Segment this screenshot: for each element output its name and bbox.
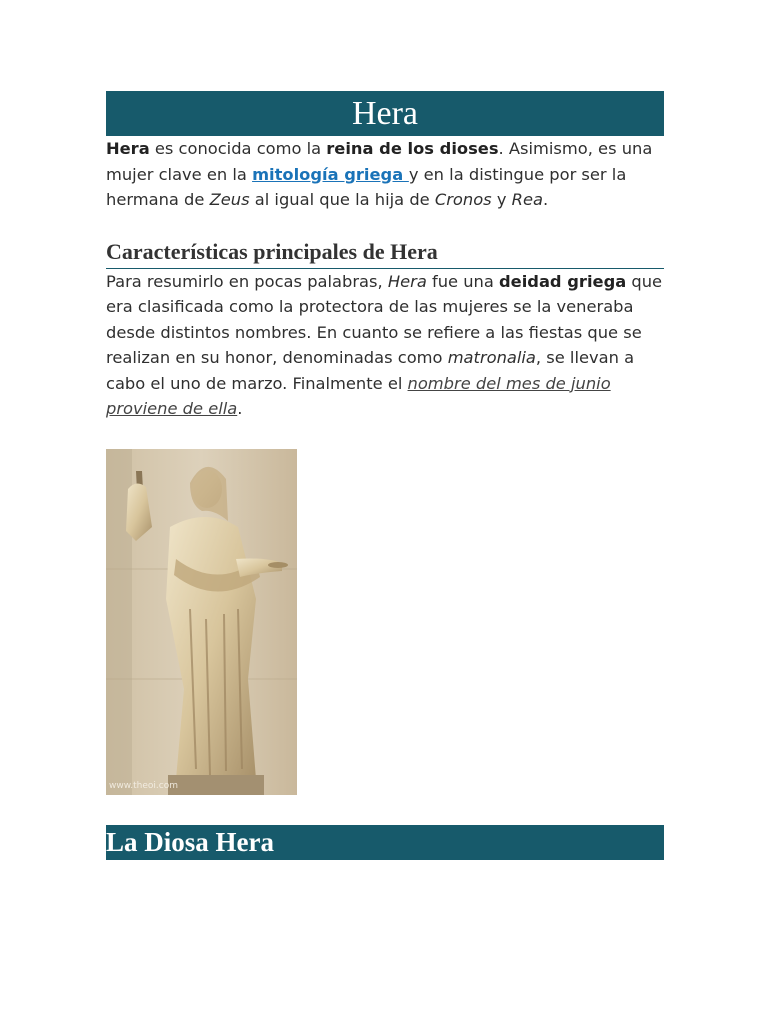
document-page: [106, 91, 664, 860]
hera-statue-image: [106, 449, 297, 795]
image-watermark: www.theoi.com: [109, 780, 178, 791]
intro-text-6: .: [542, 190, 549, 209]
statue-illustration: [106, 449, 297, 795]
section-text-2: fue una: [426, 271, 500, 291]
section-text-1: Para resumirlo en pocas palabras,: [106, 271, 388, 291]
section-text-4: , se llevan a cabo el uno de marzo. Finalmente el: [106, 348, 635, 393]
intro-zeus: Zeus: [209, 190, 250, 209]
intro-reina: reina de los dioses: [326, 139, 499, 158]
intro-cronos: Cronos: [434, 190, 492, 209]
section-banner: [106, 825, 664, 860]
section-text-3: que era clasificada como la protectora de las mujeres se la veneraba desde distintos nombres. En cuanto se refiere a las fiestas que se realizan en su honor, denominadas como: [106, 271, 663, 367]
junio-link[interactable]: nombre del mes de junio proviene de ella: [106, 373, 611, 418]
section-matronalia: matronalia: [447, 348, 536, 367]
intro-hera: Hera: [106, 139, 150, 158]
intro-text-5: y: [491, 190, 512, 209]
section-deidad: deidad griega: [499, 271, 627, 291]
intro-text-1: es conocida como la: [149, 139, 327, 158]
intro-rea: Rea: [511, 190, 543, 209]
intro-text-4: al igual que la hija de: [249, 190, 435, 209]
section-hera: Hera: [387, 271, 427, 291]
page-title: Hera: [351, 95, 419, 132]
mitologia-link[interactable]: mitología griega: [252, 164, 409, 184]
intro-paragraph: [106, 136, 664, 213]
section-heading: Características principales de Hera: [106, 239, 664, 269]
title-banner: [106, 91, 664, 136]
section-paragraph: [106, 269, 664, 422]
intro-text-2: . Asimismo, es una mujer clave en la: [106, 139, 653, 184]
section-text-5: .: [237, 399, 243, 418]
intro-text-3: y en la distingue por ser la hermana de: [106, 164, 627, 209]
section-banner-title: La Diosa Hera: [106, 826, 274, 857]
